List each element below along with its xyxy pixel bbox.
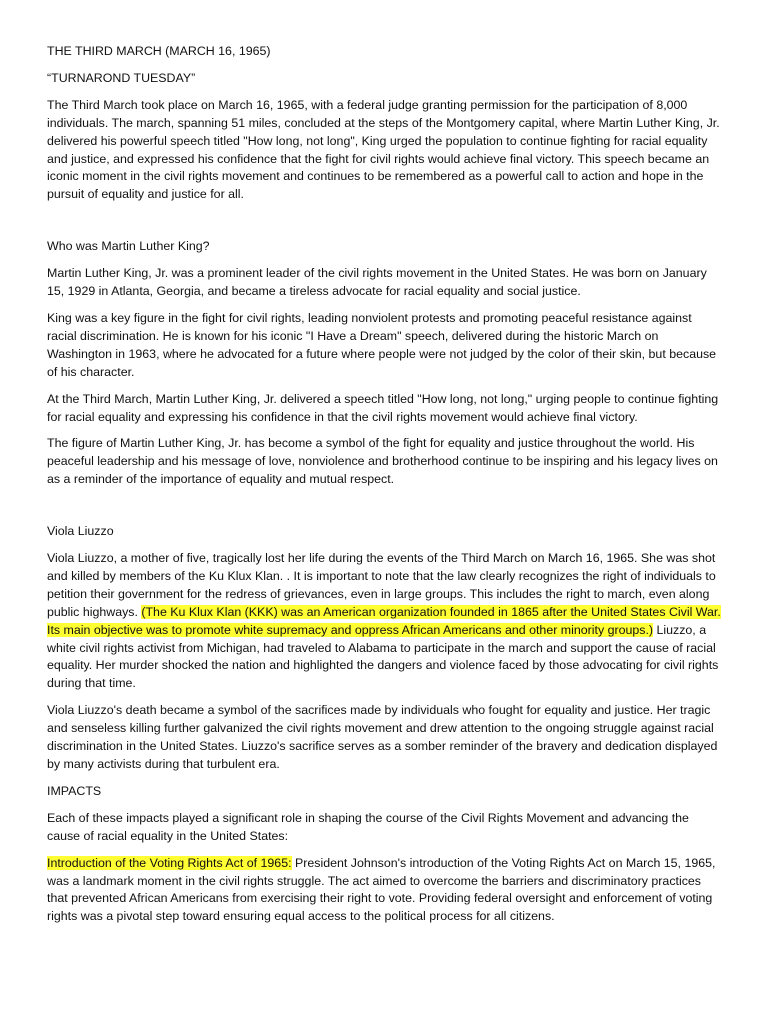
viola-paragraph-2: Viola Liuzzo's death became a symbol of the sacrifices made by individuals who fought for equality and justice. Her tragic and senseless killing further galvanized the civil rights movement and drew attention to the ongoing struggle against racial discrimination in the United States. Liuzzo's sacrifice serves as a somber reminder of the bravery and dedication displayed by many activists during that turbulent era. bbox=[47, 703, 718, 771]
document-subtitle: “TURNAROND TUESDAY” bbox=[47, 70, 196, 85]
viola-paragraph-1-text: Viola Liuzzo, a mother of five, tragically lost her life during the events of the Third March on March 16, 1965. She was shot and killed by members of the Ku Klux Klan. . It is important to note that the law clearly recognizes the right of individuals to petition their government for the redress of grievances, even in large groups. This includes the right to march, even along public highways. bbox=[47, 551, 716, 619]
document-page bbox=[47, 43, 723, 935]
voting-rights-text: President Johnson's introduction of the Voting Rights Act on March 15, 1965, was a landmark moment in the civil rights struggle. The act aimed to overcome the barriers and discriminatory practices that prevented African Americans from exercising their right to vote. Providing federal oversight and enforcement of voting rights was a pivotal step toward ensuring equal access to the political process for all citizens. bbox=[47, 855, 716, 924]
impacts-heading: IMPACTS bbox=[47, 783, 102, 798]
section-gap bbox=[47, 498, 723, 523]
mlk-paragraph-4: The figure of Martin Luther King, Jr. has become a symbol of the fight for equality and justice throughout the world. His peaceful leadership and his message of love, nonviolence and brotherhood continue to be inspiring and his legacy lives on as a reminder of the importance of equality and mutual respect. bbox=[47, 436, 718, 487]
mlk-heading: Who was Martin Luther King? bbox=[47, 239, 210, 254]
mlk-paragraph-2: King was a key figure in the fight for civil rights, leading nonviolent protests and promoting peaceful resistance against racial discrimination. He is known for his iconic "I Have a Dream" speech, delivered during the historic March on Washington in 1963, where he advocated for a future where people were not judged by the color of their skin, but because of his character. bbox=[47, 310, 717, 379]
kkk-highlight: (The Ku Klux Klan (KKK) was an American organization founded in 1865 after the United States Civil War. Its main objective was to promote white supremacy and oppress African Americans and other minority groups.) bbox=[47, 604, 721, 637]
mlk-paragraph-3: At the Third March, Martin Luther King, Jr. delivered a speech titled "How long, not long," urging people to continue fighting for racial equality and expressing his confidence in that the civil rights movement would achieve final victory. bbox=[47, 391, 719, 424]
viola-paragraph-1 bbox=[47, 550, 723, 693]
mlk-paragraph-1: Martin Luther King, Jr. was a prominent leader of the civil rights movement in the United States. He was born on January 15, 1929 in Atlanta, Georgia, and became a tireless advocate for racial equality and social justice. bbox=[47, 266, 707, 299]
section-gap bbox=[47, 213, 723, 238]
impacts-intro: Each of these impacts played a significant role in shaping the course of the Civil Rights Movement and advancing the cause of racial equality in the United States: bbox=[47, 810, 689, 843]
voting-rights-highlight: Introduction of the Voting Rights Act of 1965: bbox=[47, 855, 292, 870]
viola-heading: Viola Liuzzo bbox=[47, 524, 114, 539]
intro-paragraph: The Third March took place on March 16, 1965, with a federal judge granting permission for the participation of 8,000 individuals. The march, spanning 51 miles, concluded at the steps of the Montgomery capital, where Martin Luther King, Jr. delivered his powerful speech titled "How long, not long", King urged the population to continue fighting for racial equality and justice, and expressed his confidence that the fight for civil rights would achieve final victory. This speech became an iconic moment in the civil rights movement and continues to be remembered as a powerful call to action and hope in the pursuit of equality and justice for all. bbox=[47, 97, 720, 202]
document-title: THE THIRD MARCH (MARCH 16, 1965) bbox=[47, 44, 271, 58]
viola-paragraph-1-text-end: Liuzzo, a white civil rights activist from Michigan, had traveled to Alabama to participate in the march and support the cause of racial equality. Her murder shocked the nation and highlighted the dangers and violence faced by those advocating for civil rights during that time. bbox=[47, 622, 719, 691]
impact-item-voting-rights bbox=[47, 855, 723, 927]
